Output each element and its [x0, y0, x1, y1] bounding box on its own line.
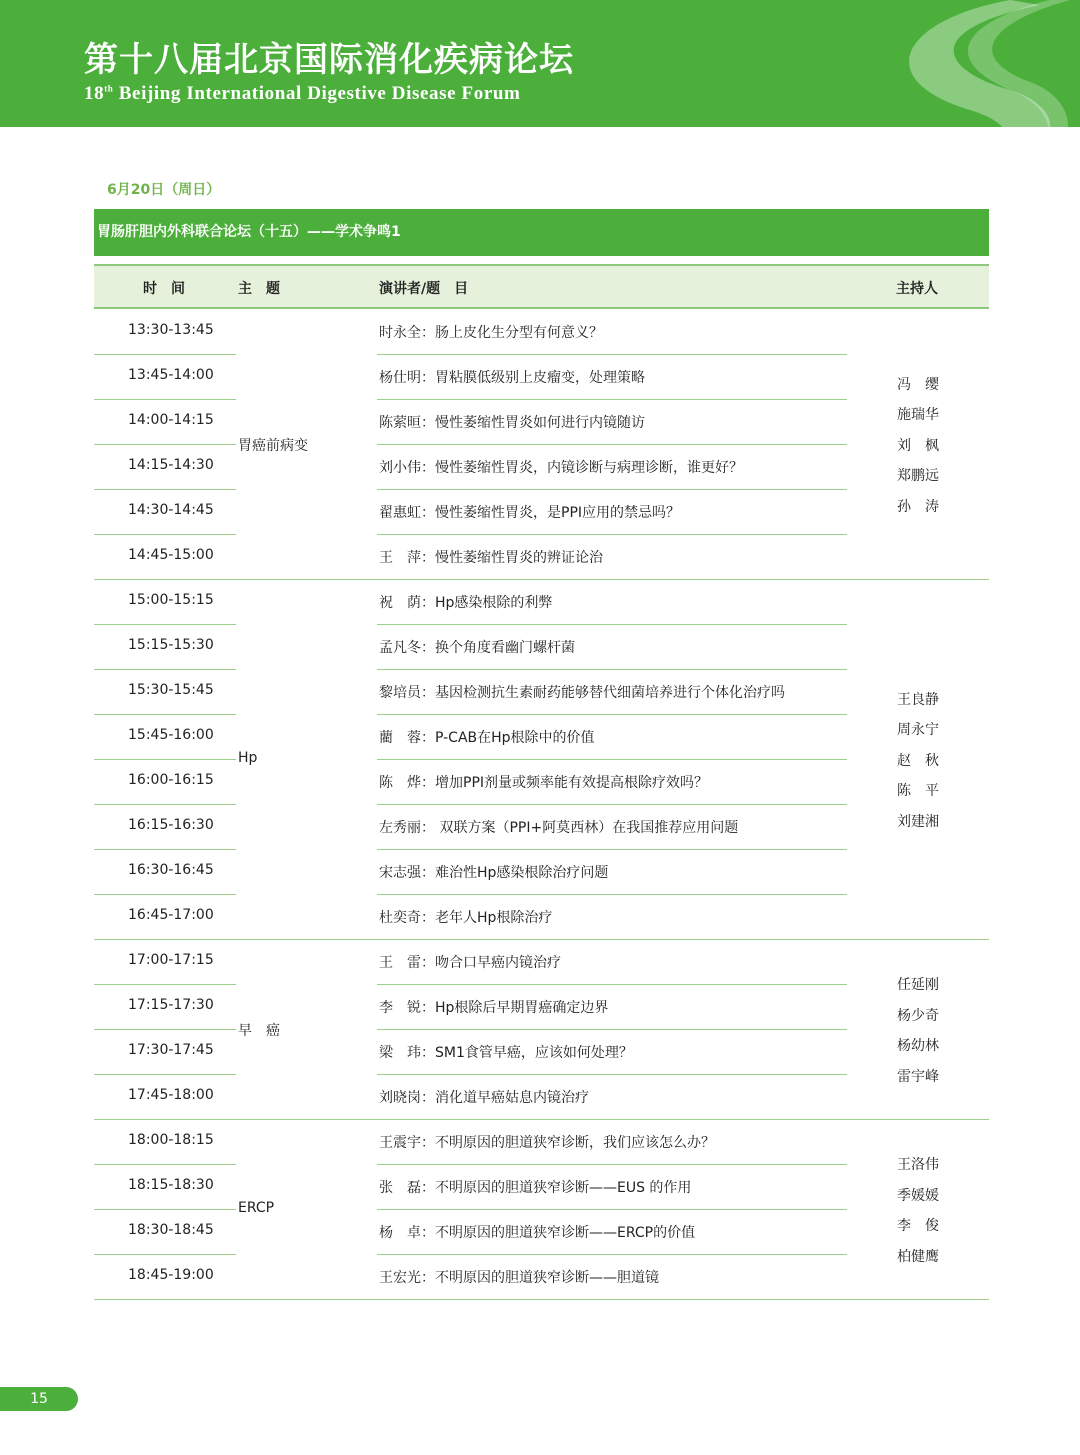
row-divider-talk: [377, 624, 847, 625]
row-divider-talk: [377, 894, 847, 895]
host-list: [897, 1150, 939, 1272]
session-time: 14:45-15:00: [128, 547, 214, 563]
host-name: 郑鹏远: [897, 468, 939, 485]
row-divider-time: [94, 849, 236, 850]
host-name: 杨幼林: [897, 1038, 939, 1054]
col-speaker-header: 演讲者/题 目: [379, 281, 469, 297]
talk-item: 王 雷：吻合口早癌内镜治疗: [379, 955, 561, 971]
topic-label: 早 癌: [238, 1023, 280, 1039]
row-divider-talk: [377, 759, 847, 760]
session-time: 17:45-18:00: [128, 1087, 214, 1103]
session-time: 15:30-15:45: [128, 682, 214, 698]
topic-divider: [94, 1029, 236, 1030]
row-divider-time: [94, 399, 236, 400]
topic-divider: [94, 1209, 236, 1210]
header-banner: [0, 0, 1080, 127]
topic-label: Hp: [238, 750, 258, 766]
row-divider-time: [94, 489, 236, 490]
talk-item: 宋志强：难治性Hp感染根除治疗问题: [379, 865, 609, 881]
talk-item: 时永全：肠上皮化生分型有何意义？: [379, 325, 603, 341]
topic-label: ERCP: [238, 1200, 275, 1216]
session-time: 17:00-17:15: [128, 952, 214, 968]
host-name: 雷宇峰: [897, 1068, 939, 1085]
host-name: 李 俊: [897, 1218, 939, 1234]
talk-item: 孟凡冬：换个角度看幽门螺杆菌: [379, 640, 575, 656]
session-time: 18:00-18:15: [128, 1132, 214, 1148]
session-time: 14:30-14:45: [128, 502, 214, 518]
session-time: 13:30-13:45: [128, 322, 214, 338]
row-divider-talk: [377, 849, 847, 850]
table-header: [94, 264, 989, 309]
block-separator: [94, 579, 989, 580]
block-separator: [94, 939, 989, 940]
talk-item: 左秀丽： 双联方案（PPI+阿莫西林）在我国推荐应用问题: [379, 820, 739, 836]
session-time: 17:15-17:30: [128, 997, 214, 1013]
host-name: 孙 涛: [897, 498, 939, 515]
talk-item: 王 萍：慢性萎缩性胃炎的辨证论治: [379, 550, 603, 566]
talk-item: 祝 荫：Hp感染根除的利弊: [379, 595, 553, 611]
host-name: 季媛媛: [897, 1187, 939, 1204]
talk-item: 李 锐：Hp根除后早期胃癌确定边界: [379, 1000, 609, 1016]
row-divider-talk: [377, 1029, 847, 1030]
topic-divider: [94, 759, 236, 760]
talk-item: 杨仕明：胃粘膜低级别上皮瘤变，处理策略: [379, 370, 645, 386]
talk-item: 黎培员：基因检测抗生素耐药能够替代细菌培养进行个体化治疗吗: [379, 685, 785, 701]
row-divider-time: [94, 714, 236, 715]
forum-title-cn: 第十八届北京国际消化疾病论坛: [84, 40, 574, 80]
row-divider-talk: [377, 354, 847, 355]
talk-item: 张 磊：不明原因的胆道狭窄诊断——EUS 的作用: [379, 1180, 692, 1196]
session-time: 16:00-16:15: [128, 772, 214, 788]
session-time: 15:00-15:15: [128, 592, 214, 608]
host-name: 任延刚: [897, 977, 939, 993]
block-separator: [94, 1119, 989, 1120]
row-divider-time: [94, 1254, 236, 1255]
row-divider-time: [94, 804, 236, 805]
talk-item: 陈萦晅：慢性萎缩性胃炎如何进行内镜随访: [379, 415, 645, 431]
session-time: 15:45-16:00: [128, 727, 214, 743]
talk-item: 杨 卓：不明原因的胆道狭窄诊断——ERCP的价值: [379, 1225, 696, 1241]
row-divider-time: [94, 1074, 236, 1075]
block-separator: [94, 1299, 989, 1300]
session-time: 14:00-14:15: [128, 412, 214, 428]
session-time: 16:30-16:45: [128, 862, 214, 878]
col-host-header: 主持人: [896, 281, 938, 297]
host-name: 王良静: [897, 691, 939, 708]
host-name: 周永宁: [897, 722, 939, 739]
session-time: 16:15-16:30: [128, 817, 214, 833]
row-divider-talk: [377, 804, 847, 805]
talk-item: 刘晓岗：消化道早癌姑息内镜治疗: [379, 1090, 589, 1106]
row-divider-talk: [377, 399, 847, 400]
host-name: 施瑞华: [897, 407, 939, 424]
host-name: 杨少奇: [897, 1007, 939, 1024]
talk-item: 杜奕奇：老年人Hp根除治疗: [379, 910, 553, 926]
row-divider-time: [94, 984, 236, 985]
talk-item: 藺 蓉：P-CAB在Hp根除中的价值: [379, 730, 595, 746]
session-title: 胃肠肝胆内外科联合论坛（十五）——学术争鸣1: [94, 209, 989, 256]
row-divider-talk: [377, 669, 847, 670]
host-list: [897, 970, 939, 1092]
talk-item: 王震宇：不明原因的胆道狭窄诊断，我们应该怎么办？: [379, 1135, 715, 1151]
topic-label: 胃癌前病变: [238, 438, 308, 454]
row-divider-talk: [377, 1074, 847, 1075]
session-time: 13:45-14:00: [128, 367, 214, 383]
talk-item: 翟惠虹：慢性萎缩性胃炎，是PPI应用的禁忌吗？: [379, 505, 681, 521]
row-divider-talk: [377, 444, 847, 445]
host-list: [897, 370, 939, 523]
session-time: 14:15-14:30: [128, 457, 214, 473]
talk-item: 梁 玮：SM1食管早癌，应该如何处理？: [379, 1045, 633, 1061]
row-divider-time: [94, 534, 236, 535]
row-divider-time: [94, 669, 236, 670]
host-name: 柏健鹰: [897, 1248, 939, 1265]
host-name: 赵 秋: [897, 752, 939, 769]
session-time: 17:30-17:45: [128, 1042, 214, 1058]
row-divider-time: [94, 624, 236, 625]
row-divider-time: [94, 894, 236, 895]
row-divider-talk: [377, 534, 847, 535]
session-time: 15:15-15:30: [128, 637, 214, 653]
page-number: 15: [0, 1387, 78, 1411]
host-name: 刘 枫: [897, 437, 939, 454]
host-name: 王洛伟: [897, 1157, 939, 1173]
session-time: 18:15-18:30: [128, 1177, 214, 1193]
host-name: 冯 缨: [897, 376, 939, 393]
col-topic-header: 主 题: [238, 281, 280, 297]
host-name: 陈 平: [897, 783, 939, 800]
talk-item: 王宏光：不明原因的胆道狭窄诊断——胆道镜: [379, 1270, 659, 1286]
forum-title-en: 18th Beijing International Digestive Disease Forum: [84, 83, 521, 104]
row-divider-talk: [377, 1209, 847, 1210]
row-divider-talk: [377, 489, 847, 490]
forum-logo-swoosh: [860, 0, 1080, 127]
host-list: [897, 685, 939, 838]
topic-divider: [94, 444, 236, 445]
row-divider-talk: [377, 714, 847, 715]
row-divider-time: [94, 354, 236, 355]
session-time: 18:30-18:45: [128, 1222, 214, 1238]
session-time: 18:45-19:00: [128, 1267, 214, 1283]
talk-item: 陈 烨：增加PPI剂量或频率能有效提高根除疗效吗？: [379, 775, 709, 791]
talk-item: 刘小伟：慢性萎缩性胃炎，内镜诊断与病理诊断，谁更好？: [379, 460, 743, 476]
row-divider-talk: [377, 1254, 847, 1255]
col-time-header: 时 间: [143, 281, 185, 297]
row-divider-time: [94, 1164, 236, 1165]
row-divider-talk: [377, 984, 847, 985]
session-time: 16:45-17:00: [128, 907, 214, 923]
row-divider-talk: [377, 1164, 847, 1165]
session-date: 6月20日（周日）: [107, 182, 221, 198]
host-name: 刘建湘: [897, 813, 939, 830]
